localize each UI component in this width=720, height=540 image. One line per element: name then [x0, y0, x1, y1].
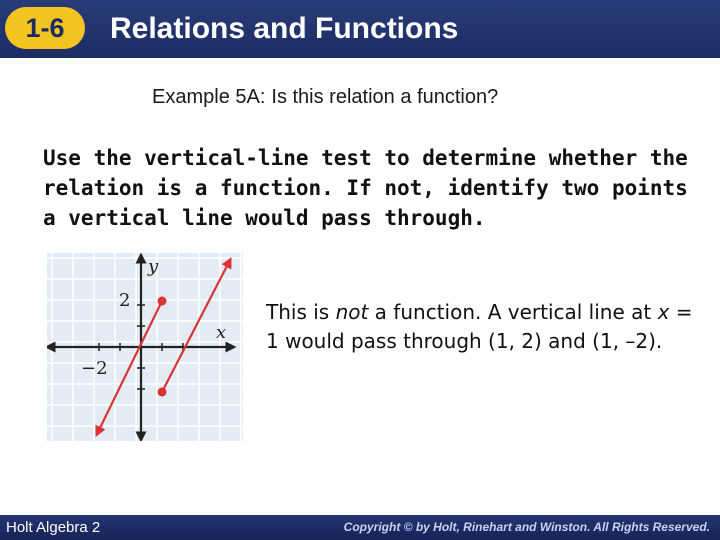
- copyright-notice: Copyright © by Holt, Rinehart and Winston. All Rights Reserved.: [343, 520, 710, 534]
- y-tick-label: 2: [119, 290, 131, 311]
- point-1-neg2: [158, 388, 167, 397]
- y-axis-label: y: [148, 256, 159, 277]
- example-label: Example 5A:: [152, 86, 266, 108]
- point-1-2: [158, 297, 167, 306]
- answer-emphasis: not: [335, 300, 369, 324]
- example-question: Is this relation a function?: [271, 86, 499, 108]
- answer-variable: x: [657, 300, 670, 324]
- graph-svg: [47, 253, 243, 441]
- x-axis-label: x: [216, 322, 227, 343]
- answer-text: [266, 298, 706, 356]
- lesson-number-badge: 1-6: [5, 7, 85, 49]
- x-tick-label: −2: [81, 358, 108, 379]
- lesson-title: Relations and Functions: [110, 12, 459, 45]
- answer-part-1: This is: [266, 300, 336, 324]
- example-heading: [152, 86, 498, 109]
- answer-part-2: a function. A vertical line at: [368, 300, 658, 324]
- book-title: Holt Algebra 2: [6, 519, 101, 536]
- answer-part-3: = 1 would pass through (1, 2) and (1, –2).: [266, 300, 693, 353]
- instruction-text: Use the vertical-line test to determine whether the relation is a function. If not, identify two points a vertical line would pass through.: [43, 146, 688, 230]
- title-bar: [0, 0, 720, 58]
- coordinate-graph: [47, 253, 243, 441]
- footer-bar: [0, 515, 720, 540]
